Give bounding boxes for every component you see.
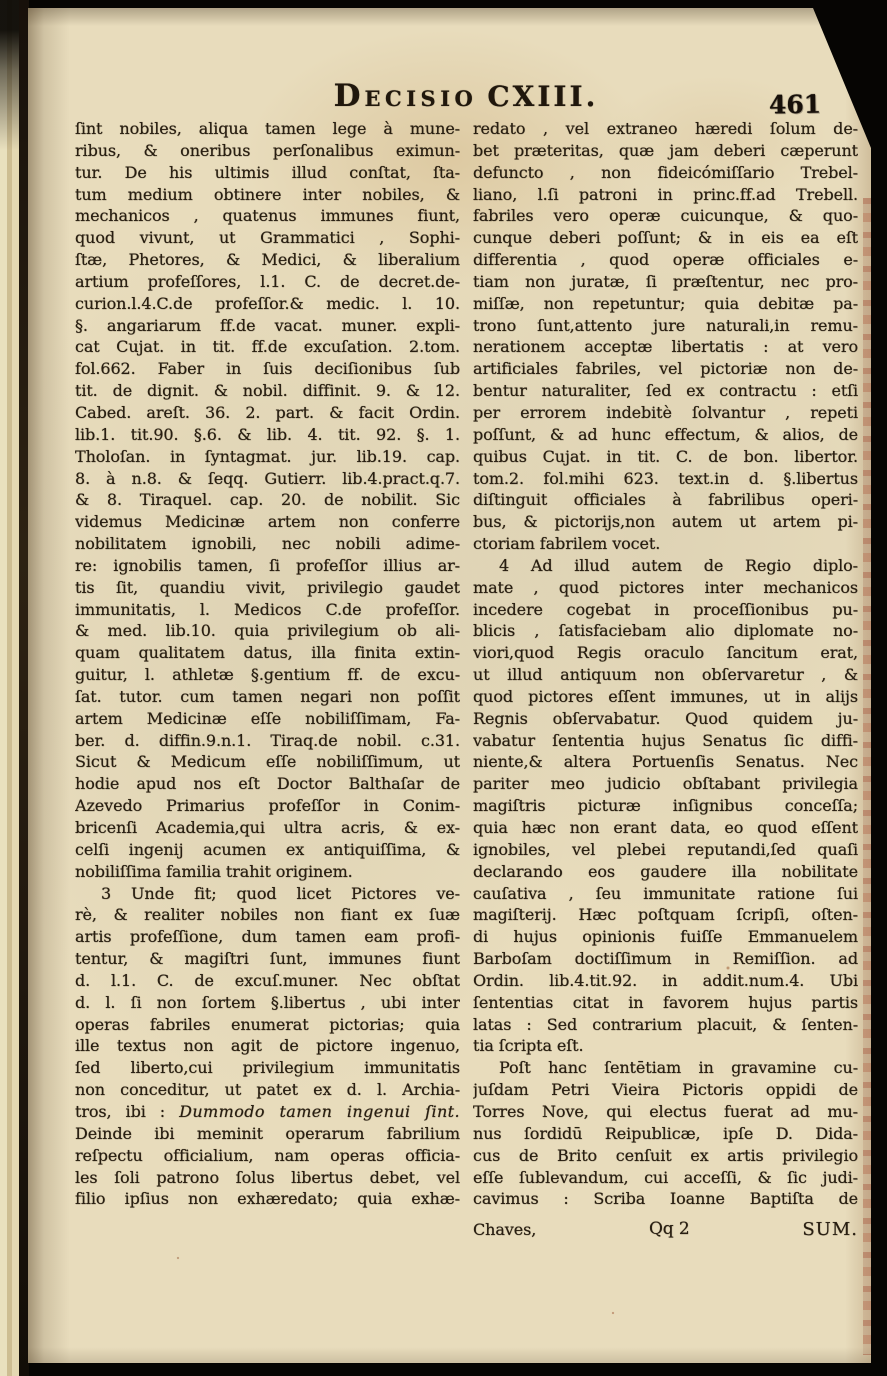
text-line: ſed liberto,cui privilegium immunitatis [75,1058,460,1078]
text-line: fol.662. Faber in ſuis deciſionibus ſub [75,359,460,379]
text-line: 4 Ad illud autem de Regio diplo- [499,555,858,575]
text-line: ſtæ, Phetores, & Medici, & liberalium [75,250,460,270]
text-line: vabatur ſententia hujus Senatus ſic diffi- [473,730,858,750]
text-line: fabriles vero operæ cuicunque, & quo- [473,206,858,226]
text-line: miſſæ, non repetuntur; quia debitæ pa- [473,293,858,313]
text-line: quam qualitatem datus, illa finita extin- [75,643,460,663]
text-line: redato , vel extraneo hæredi ſolum de- [473,119,858,138]
text-line: tiam non juratæ, ſi præſtentur, nec pro- [473,271,858,291]
text-line: & med. lib.10. quia privilegium ob ali- [75,621,460,641]
text-line: curion.l.4.C.de profeſſor.& medic. l. 10. [75,293,460,313]
gathering-signature: Qq 2 [648,1219,690,1240]
text-line: quibus Cujat. in tit. C. de bon. libertor. [473,446,858,466]
text-line: niente,& altera Portuenſis Senatus. Nec [473,752,858,772]
text-line: ut illud antiquum non obſervaretur , & [473,665,858,685]
text-line: ber. d. diffin.9.n.1. Tiraq.de nobil. c.31. [75,730,460,750]
text-line: di hujus opinionis fuiſſe Emmanuelem [473,927,858,947]
text-line: per errorem indebitè ſolvantur , repeti [473,402,858,422]
text-line: tur. De his ultimis illud conſtat, ſta- [75,162,460,182]
text-line: guitur, l. athletæ §.gentium ff. de excu- [75,665,460,685]
text-line: ignobiles, vel plebei reputandi,ſed quaſi [473,839,858,859]
text-line: liano, l.ſi patroni in princ.ff.ad Trebell. [473,184,858,204]
text-line: bentur naturaliter, ſed ex contractu : etſi [473,381,858,401]
text-line: artis profeſſione, dum tamen eam profi- [75,927,460,947]
text-line: eſſe ſublevandum, cui acceſſi, & ſic judi- [473,1167,858,1187]
text-line: reſpectu officialium, nam operas officia- [75,1145,460,1165]
text-line: magiſtris picturæ inſignibus conceſſa; [473,796,858,816]
text-line: Ordin. lib.4.tit.92. in addit.num.4. Ubi [473,970,858,990]
text-line: cauſativa , ſeu immunitate ratione ſui [473,883,858,903]
text-line: blicis , ſatisfaciebam alio diplomate no- [473,621,858,641]
text-line: tum medium obtinere inter nobiles, & [75,184,460,204]
running-title [75,78,857,114]
text-line: Cabed. areſt. 36. 2. part. & facit Ordin. [75,402,460,422]
text-line: quia hæc non erant data, eo quod eſſent [473,818,858,837]
title-small-caps: ECISIO [364,86,478,111]
text-line: §. angariarum ff.de vacat. muner. expli- [75,315,460,335]
text-line: hodie apud nos eſt Doctor Balthaſar de [75,774,460,794]
text-line: cat Cujat. in tit. ff.de excuſation. 2.tom. [75,337,460,357]
text-line: ille textus non agit de pictore ingenuo, [75,1036,460,1056]
text-columns [75,118,859,1241]
text-line: & 8. Tiraquel. cap. 20. de nobilit. Sic [75,490,460,510]
text-line: les ſoli patrono ſolus libertus debet, vel [75,1167,460,1187]
title-numeral: CXIII. [487,80,599,113]
text-line: pariter meo judicio obſtabant privilegia [473,774,858,794]
text-line: d. l.1. C. de excuſ.muner. Nec obſtat [75,970,460,990]
text-line: magiſterij. Hæc poſtquam ſcripſi, oſten- [473,905,858,925]
text-column-left [75,118,460,1241]
italic-quote: Dummodo tamen ingenui ſint. [179,1101,460,1121]
text-line: ribus, & oneribus perſonalibus eximun- [75,140,460,160]
text-line: Regnis obſervabatur. Quod quidem ju- [473,708,858,728]
text-line: 8. à n.8. & ſeqq. Gutierr. lib.4.pract.q.7. [75,468,460,488]
text-line: Barboſam doctiſſimum in Remiſſion. ad [473,949,858,969]
text-line: d. l. ſi non ſortem §.libertus , ubi inter [75,992,460,1012]
text-line: ctoriam fabrilem vocet. [473,534,661,554]
text-line: celſi ingenij acumen ex antiquiſſima, & [75,839,460,859]
text-line: viori,quod Regis oraculo ſancitum erat, [473,643,858,663]
text-line: defuncto , non fideicómiſſario Trebel- [473,162,858,182]
text-line: Azevedo Primarius profeſſor in Conim- [75,796,460,816]
text-line: latas : Sed contrarium placuit, & ſenten- [473,1014,858,1034]
signature-line [473,1219,858,1241]
text-line: artificiales fabriles, vel pictoriæ non de- [473,359,858,379]
text-line: Deinde ibi meminit operarum fabrilium [75,1123,460,1143]
text-line: bet præteritas, quæ jam deberi cæperunt [473,140,858,160]
text-line: differentia , quod operæ officiales e- [473,250,858,270]
text-line: quod vivunt, ut Grammatici , Sophi- [75,228,460,248]
text-line: non conceditur, ut patet ex d. l. Archia- [75,1080,460,1100]
text-line: artium profeſſores, l.1. C. de decret.de- [75,271,460,291]
text-line: artem Medicinæ eſſe nobiliſſimam, Fa- [75,708,460,728]
text-line: poſſunt, & ad hunc effectum, & alios, de [473,424,858,444]
title-initial: D [333,78,365,114]
text-line: immunitatis, l. Medicos C.de profeſſor. [75,599,460,619]
text-line: re: ignobilis tamen, ſi profeſſor illius ar- [75,555,460,575]
text-line: tis ſit, quandiu vivit, privilegio gaudet [75,577,460,597]
text-column-right [473,118,858,1241]
text-line: Tholoſan. in ſyntagmat. jur. lib.19. cap. [75,446,460,466]
text-line: mechanicos , quatenus immunes fiunt, [75,206,460,226]
text-line: bus, & pictorijs,non autem ut artem pi- [473,512,858,532]
text-line: cavimus : Scriba Ioanne Baptiſta de [473,1189,858,1209]
text-line: 3 Unde fit; quod licet Pictores ve- [101,883,460,903]
text-line: tentur, & magiſtri ſunt, immunes fiunt [75,949,460,969]
text-line: operas fabriles enumerat pictorias; quia [75,1014,460,1034]
text-line: diſtinguit officiales à fabrilibus operi- [473,490,858,510]
text-line: tom.2. fol.mihi 623. text.in d. §.libertus [473,468,858,488]
text-line: rè, & realiter nobiles non fiant ex ſuæ [75,905,460,925]
text-line: nobilitatem ignobili, nec nobili adime- [75,534,460,554]
text-line: mate , quod pictores inter mechanicos [473,577,858,597]
last-word: Chaves, [473,1220,537,1240]
text-line: Sicut & Medicum eſſe nobiliſſimum, ut [75,752,460,772]
text-line: lib.1. tit.90. §.6. & lib. 4. tit. 92. §. 1. [75,424,460,444]
text-line: ſat. tutor. cum tamen negari non poſſit [75,686,460,706]
text-line: filio ipſius non exhæredato; quia exhæ- [75,1189,460,1209]
book-page [28,8,871,1363]
catchword: SUM. [802,1219,858,1241]
text-line: trono ſunt,attento jure naturali,in remu- [473,315,858,335]
text-line: cunque deberi poſſunt; & in eis ea eſt [473,228,858,248]
text-line: nobiliſſima familia trahit originem. [75,861,353,881]
text-line: tia ſcripta eſt. [473,1036,584,1056]
text-line: nus ſordidū Reipublicæ, ipſe D. Dida- [473,1123,858,1143]
text-line: ſententias citat in favorem hujus partis [473,992,858,1012]
text-line: Torres Nove, qui electus fuerat ad mu- [473,1101,858,1121]
text-line: quod pictores eſſent immunes, ut in alijs [473,686,858,706]
text-line: incedere cogebat in proceſſionibus pu- [473,599,858,619]
text-line: videmus Medicinæ artem non conferre [75,512,460,532]
text-line: declarando eos gaudere illa nobilitate [473,861,858,881]
text-line: juſdam Petri Vieira Pictoris oppidi de [473,1080,858,1100]
red-fore-edge [863,198,871,1355]
page-number: 461 [768,89,822,120]
text-line: bricenſi Academia,qui ultra acris, & ex- [75,818,460,837]
text-line: nerationem acceptæ libertatis : at vero [473,337,858,357]
text-line: cus de Brito cenſuit ex artis privilegio [473,1145,858,1165]
text-line: tit. de dignit. & nobil. diffinit. 9. & 12. [75,381,460,401]
text-line: ſint nobiles, aliqua tamen lege à mune- [75,119,460,138]
text-line: Poſt hanc ſentētiam in gravamine cu- [499,1058,858,1078]
text-line: tros, ibi : Dummodo tamen ingenui ſint. [75,1101,460,1121]
